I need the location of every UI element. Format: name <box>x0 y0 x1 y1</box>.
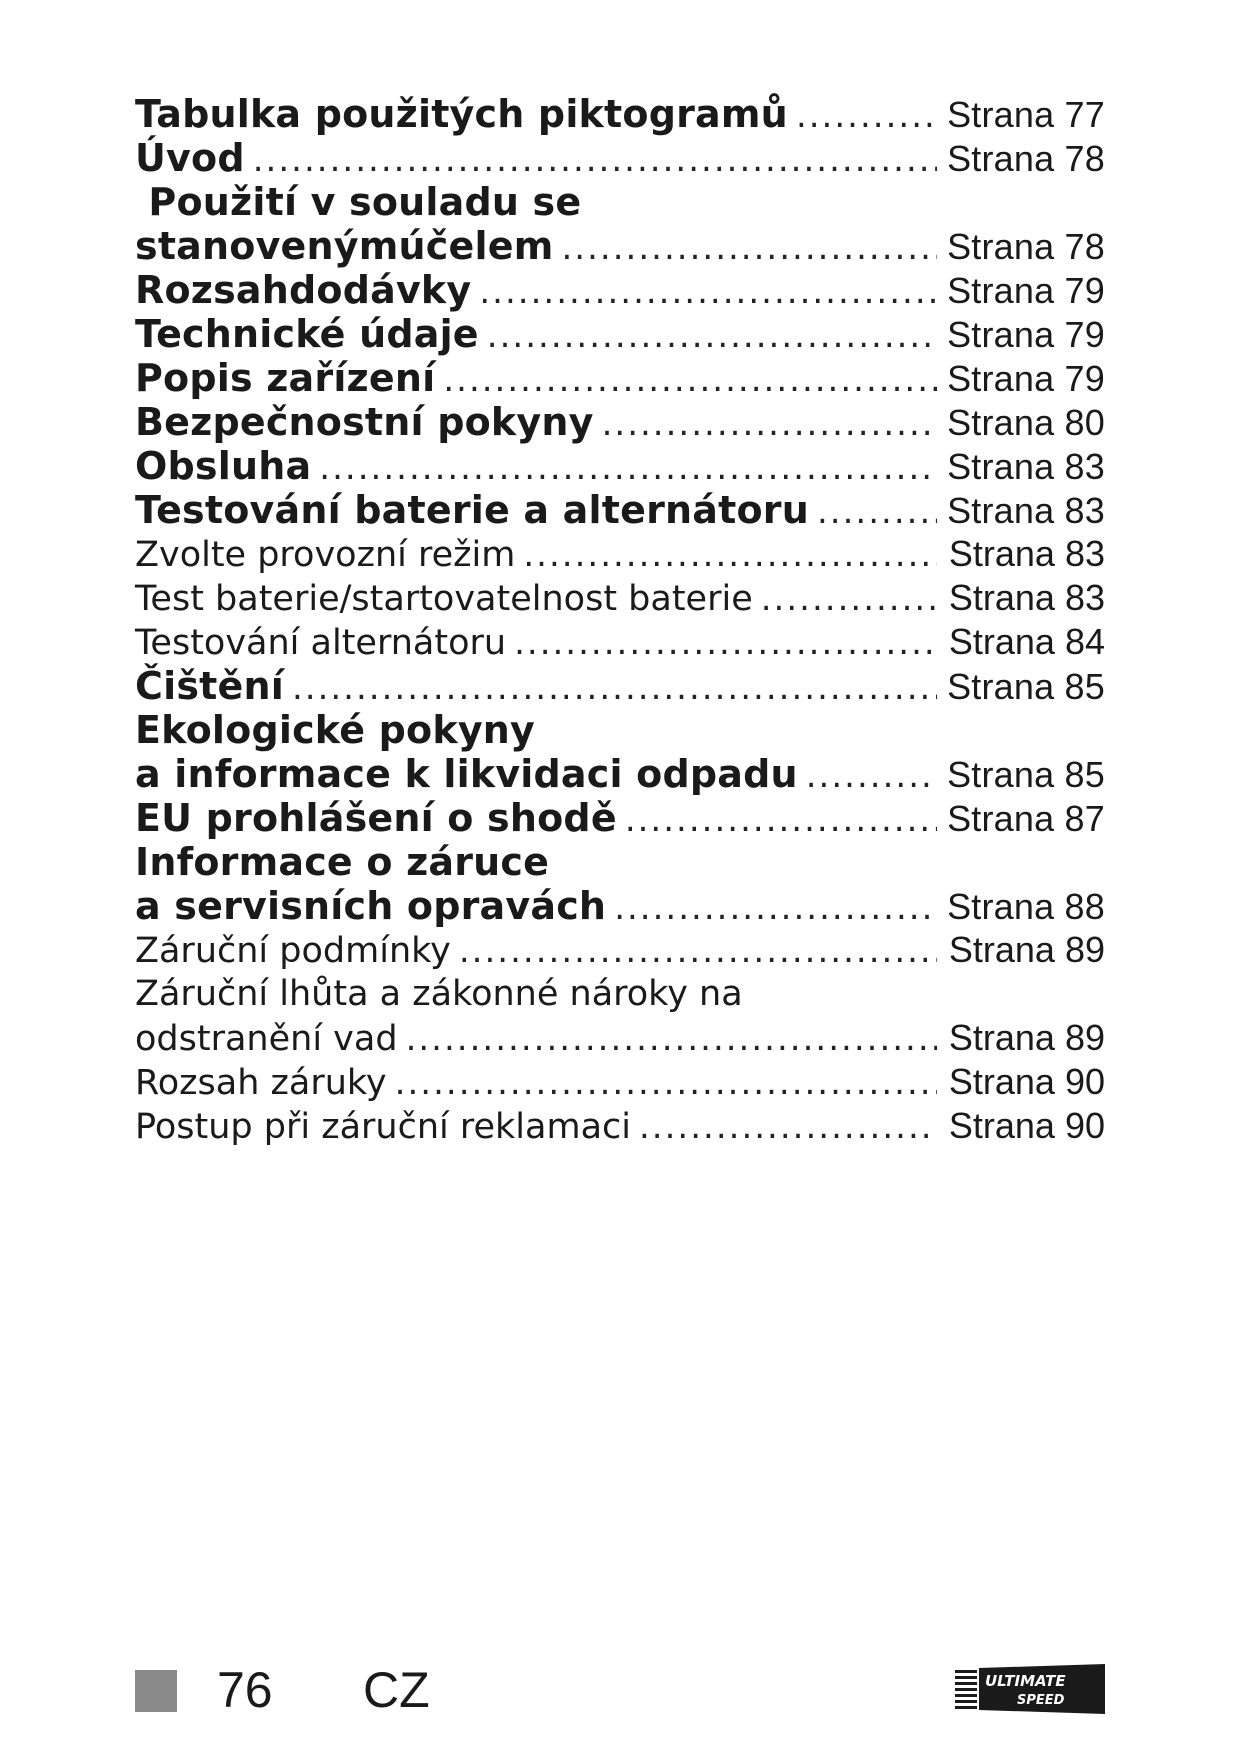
toc-entry-page: Strana 84 <box>948 621 1105 662</box>
toc-entry-page: Strana 85 <box>947 666 1105 707</box>
toc-entry[interactable] <box>135 356 1105 400</box>
dot-leader <box>253 138 937 182</box>
toc-entry[interactable] <box>135 400 1105 444</box>
dot-leader <box>817 490 937 534</box>
dot-leader <box>639 1105 937 1149</box>
dot-leader <box>487 314 937 358</box>
toc-entry[interactable] <box>135 444 1105 488</box>
toc-entry-page: Strana 89 <box>948 1017 1105 1058</box>
toc-entry-title-line: Informace o záruce <box>135 840 550 884</box>
dot-leader <box>562 226 938 270</box>
toc-entry-title-line: Záruční lhůta a zákonné nároky na <box>135 974 743 1014</box>
toc-entry-page: Strana 79 <box>947 314 1105 355</box>
toc-entry[interactable] <box>135 928 1105 972</box>
toc-entry-title: Technické údaje <box>135 312 479 356</box>
dot-leader <box>459 929 937 973</box>
toc-entry[interactable] <box>135 488 1105 532</box>
toc-entry[interactable] <box>135 92 1105 136</box>
toc-entry-title: Popis zařízení <box>135 356 436 400</box>
toc-entry-title: a informace k likvidaci odpadu <box>135 752 798 796</box>
toc-entry-title: Bezpečnostní pokyny <box>135 400 594 444</box>
toc-entry-title: Obsluha <box>135 444 312 488</box>
dot-leader <box>614 886 937 930</box>
toc-entry-page: Strana 78 <box>947 138 1105 179</box>
dot-leader <box>523 533 937 577</box>
dot-leader <box>395 1061 937 1105</box>
toc-entry[interactable] <box>135 1104 1105 1148</box>
dot-leader <box>602 402 937 446</box>
toc-entry-title: Čištění <box>135 664 284 708</box>
dot-leader <box>514 621 937 665</box>
toc-entry-page: Strana 79 <box>947 270 1105 311</box>
dot-leader <box>796 94 937 138</box>
toc-entry-title: EU prohlášení o shodě <box>135 796 617 840</box>
toc-entry-page: Strana 83 <box>948 577 1105 618</box>
toc-entry[interactable] <box>135 972 1105 1060</box>
toc-entry-page: Strana 83 <box>947 490 1105 531</box>
page-number: 76 <box>217 1662 273 1718</box>
toc-entry-page: Strana 90 <box>948 1105 1105 1146</box>
toc-entry-title: Rozsah záruky <box>135 1063 387 1103</box>
page-footer <box>135 1660 1105 1720</box>
logo-text-bottom: SPEED <box>1017 1693 1065 1708</box>
table-of-contents <box>135 92 1105 1148</box>
logo-graphic <box>955 1664 1105 1714</box>
toc-entry-title: Testování baterie a alternátoru <box>135 488 809 532</box>
toc-entry-title: Zvolte provozní režim <box>135 535 516 575</box>
toc-entry-page: Strana 85 <box>947 754 1105 795</box>
toc-entry-page: Strana 88 <box>947 886 1105 927</box>
dot-leader <box>806 754 937 798</box>
toc-entry-title: stanovenýmúčelem <box>135 224 554 268</box>
ultimate-speed-logo <box>955 1664 1105 1714</box>
gray-square-marker <box>135 1670 177 1712</box>
toc-entry[interactable] <box>135 840 1105 928</box>
toc-entry-page: Strana 80 <box>947 402 1105 443</box>
toc-entry-title: Rozsahdodávky <box>135 268 472 312</box>
toc-entry[interactable] <box>135 664 1105 708</box>
toc-entry[interactable] <box>135 576 1105 620</box>
toc-entry[interactable] <box>135 708 1105 796</box>
dot-leader <box>761 577 937 621</box>
logo-text-top: ULTIMATE <box>985 1672 1066 1690</box>
toc-entry[interactable] <box>135 532 1105 576</box>
language-code: CZ <box>363 1662 430 1718</box>
toc-entry-page: Strana 89 <box>948 929 1105 970</box>
toc-entry-title-line: Použití v souladu se <box>135 180 582 224</box>
dot-leader <box>406 1017 937 1061</box>
toc-entry-page: Strana 83 <box>947 446 1105 487</box>
toc-entry[interactable] <box>135 136 1105 180</box>
toc-entry-title-line: Ekologické pokyny <box>135 708 536 752</box>
toc-entry[interactable] <box>135 312 1105 356</box>
dot-leader <box>479 270 937 314</box>
toc-entry-title: a servisních opravách <box>135 884 607 928</box>
toc-entry-title: Úvod <box>135 136 245 180</box>
toc-entry-title: Tabulka použitých piktogramů <box>135 92 788 136</box>
toc-entry-page: Strana 78 <box>947 226 1105 267</box>
toc-entry[interactable] <box>135 1060 1105 1104</box>
toc-entry[interactable] <box>135 268 1105 312</box>
toc-entry-title: odstranění vad <box>135 1019 398 1059</box>
toc-entry-page: Strana 90 <box>948 1061 1105 1102</box>
toc-entry-title: Test baterie/startovatelnost baterie <box>135 579 753 619</box>
toc-entry-page: Strana 77 <box>947 94 1105 135</box>
dot-leader <box>443 358 937 402</box>
dot-leader <box>292 666 937 710</box>
toc-entry[interactable] <box>135 620 1105 664</box>
dot-leader <box>319 446 937 490</box>
toc-entry-title: Postup při záruční reklamaci <box>135 1107 631 1147</box>
toc-entry-title: Testování alternátoru <box>135 623 507 663</box>
toc-entry[interactable] <box>135 180 1105 268</box>
toc-entry[interactable] <box>135 796 1105 840</box>
toc-entry-page: Strana 79 <box>947 358 1105 399</box>
toc-entry-title: Záruční podmínky <box>135 931 451 971</box>
toc-entry-page: Strana 83 <box>948 533 1105 574</box>
dot-leader <box>625 798 937 842</box>
toc-entry-page: Strana 87 <box>947 798 1105 839</box>
